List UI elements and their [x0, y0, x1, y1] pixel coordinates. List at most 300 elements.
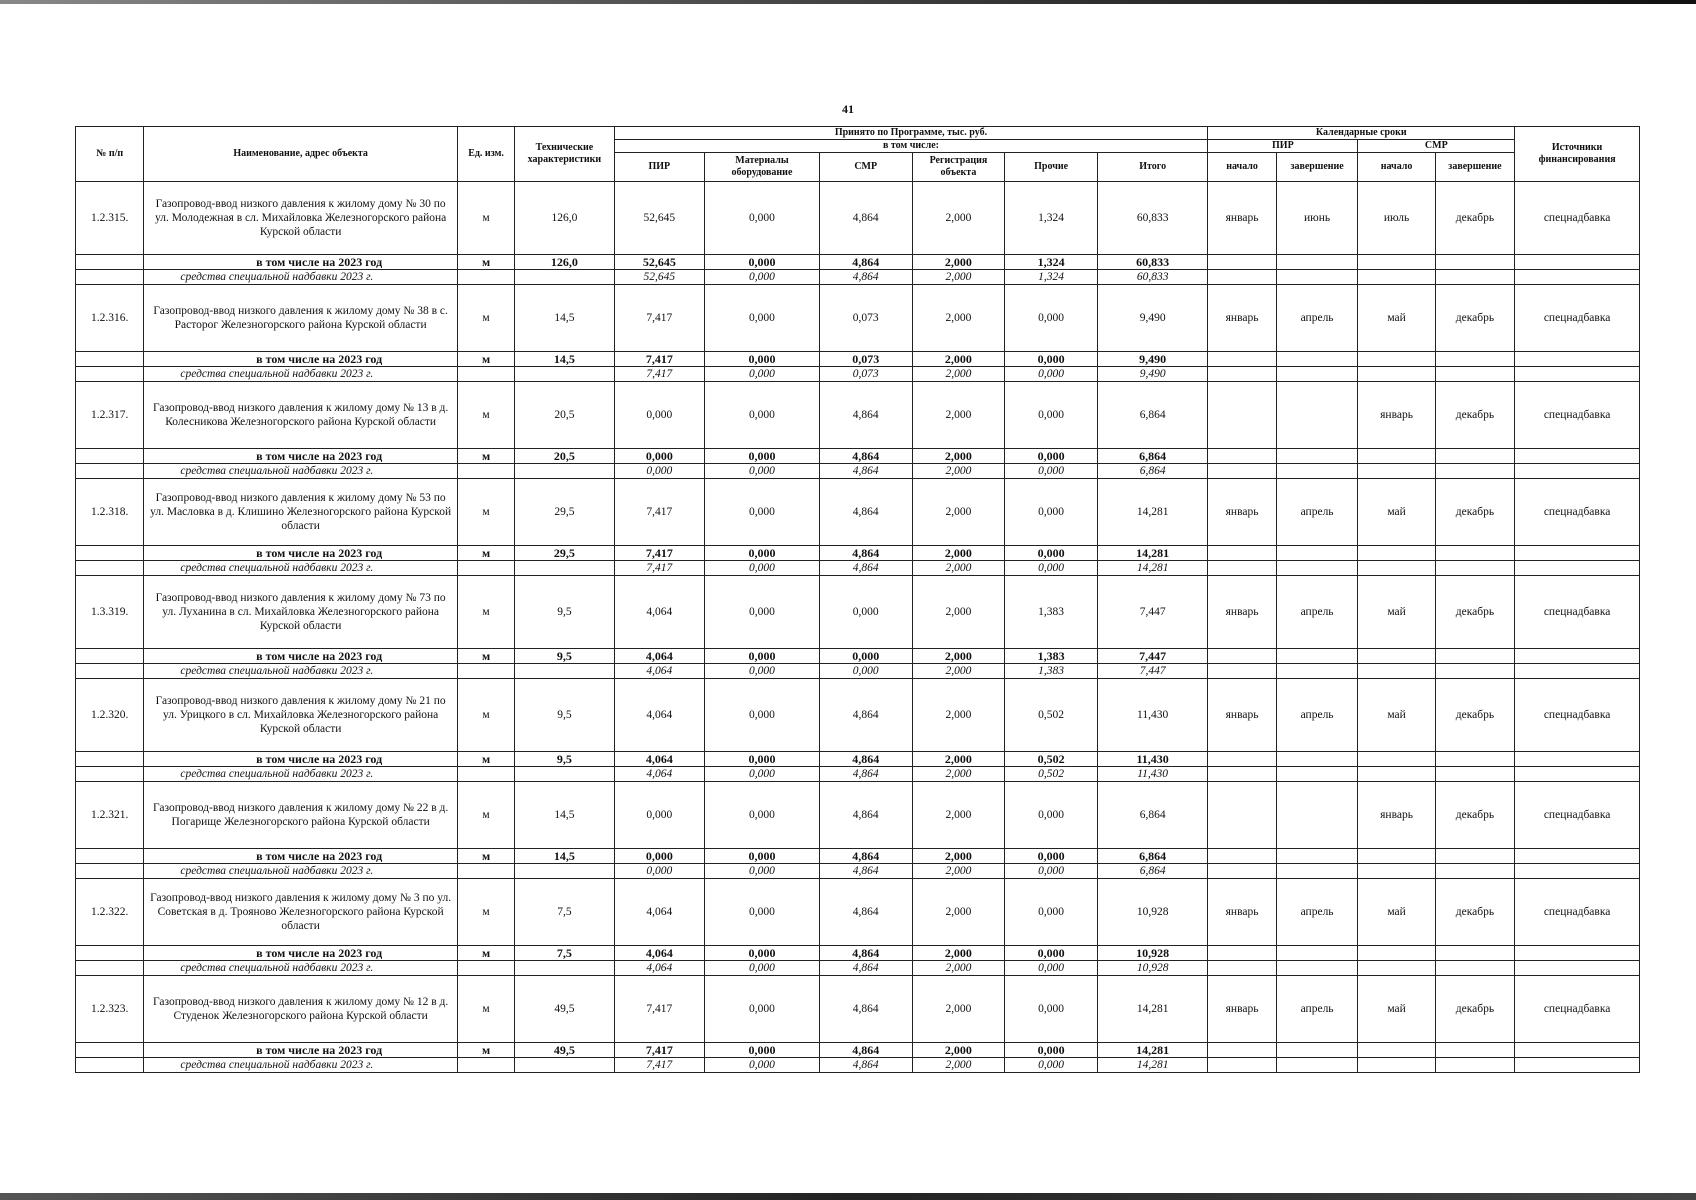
object-pir-end: апрель [1276, 576, 1358, 649]
object-materials: 0,000 [705, 479, 820, 546]
funding-label: средства специальной надбавки 2023 г. [144, 270, 457, 285]
subtotal-registration: 2,000 [912, 752, 1005, 767]
object-pir-end: апрель [1276, 479, 1358, 546]
header-group-cal-smr: СМР [1358, 140, 1515, 153]
subtotal-empty [1276, 352, 1358, 367]
object-pir: 4,064 [614, 879, 705, 946]
object-number: 1.3.319. [76, 576, 144, 649]
object-other: 0,000 [1005, 879, 1098, 946]
subtotal-total: 10,928 [1097, 946, 1207, 961]
funding-unit [457, 1058, 514, 1073]
subtotal-tech: 9,5 [515, 649, 614, 664]
object-smr-start: июль [1358, 182, 1435, 255]
object-smr-start: май [1358, 879, 1435, 946]
subtotal-empty [1276, 946, 1358, 961]
funding-materials: 0,000 [705, 270, 820, 285]
funding-num-cell [76, 270, 144, 285]
funding-empty [1435, 367, 1515, 382]
object-registration: 2,000 [912, 782, 1005, 849]
object-tech: 9,5 [515, 576, 614, 649]
funding-registration: 2,000 [912, 961, 1005, 976]
subtotal-num-cell [76, 1043, 144, 1058]
object-tech: 126,0 [515, 182, 614, 255]
header-unit: Ед. изм. [457, 127, 514, 182]
object-total: 7,447 [1097, 576, 1207, 649]
subtotal-empty [1276, 546, 1358, 561]
object-registration: 2,000 [912, 479, 1005, 546]
funding-label: средства специальной надбавки 2023 г. [144, 561, 457, 576]
funding-tech [515, 961, 614, 976]
subtotal-pir: 7,417 [614, 1043, 705, 1058]
funding-num-cell [76, 864, 144, 879]
subtotal-materials: 0,000 [705, 449, 820, 464]
object-pir-end [1276, 382, 1358, 449]
funding-total: 6,864 [1097, 864, 1207, 879]
object-name: Газопровод-ввод низкого давления к жилому дому № 53 по ул. Масловка в д. Клишино Железногорского района Курской области [144, 479, 457, 546]
subtotal-other: 0,000 [1005, 849, 1098, 864]
table-header [76, 127, 1640, 182]
object-pir-start [1208, 782, 1276, 849]
object-materials: 0,000 [705, 382, 820, 449]
subtotal-pir: 4,064 [614, 752, 705, 767]
subtotal-total: 60,833 [1097, 255, 1207, 270]
object-source: спецнадбавка [1515, 182, 1640, 255]
object-pir-start [1208, 382, 1276, 449]
funding-empty [1358, 464, 1435, 479]
object-pir-start: январь [1208, 679, 1276, 752]
subtotal-total: 11,430 [1097, 752, 1207, 767]
object-row [76, 782, 1640, 849]
object-smr: 4,864 [819, 479, 912, 546]
funding-empty [1276, 1058, 1358, 1073]
object-pir: 7,417 [614, 285, 705, 352]
header-sources: Источники финансирования [1515, 127, 1640, 182]
subtotal-empty [1515, 649, 1640, 664]
funding-other: 0,000 [1005, 561, 1098, 576]
subtotal-other: 0,000 [1005, 946, 1098, 961]
funding-pir: 7,417 [614, 1058, 705, 1073]
subtotal-empty [1515, 546, 1640, 561]
subtotal-empty [1208, 946, 1276, 961]
subtotal-unit: м [457, 449, 514, 464]
object-smr-end: декабрь [1435, 782, 1515, 849]
object-materials: 0,000 [705, 182, 820, 255]
object-other: 0,502 [1005, 679, 1098, 752]
header-other: Прочие [1005, 153, 1098, 182]
funding-tech [515, 767, 614, 782]
funding-smr: 0,000 [819, 664, 912, 679]
funding-empty [1358, 864, 1435, 879]
funding-registration: 2,000 [912, 864, 1005, 879]
object-unit: м [457, 285, 514, 352]
funding-unit [457, 961, 514, 976]
object-pir: 7,417 [614, 479, 705, 546]
subtotal-label: в том числе на 2023 год [144, 946, 457, 961]
subtotal-unit: м [457, 849, 514, 864]
object-total: 10,928 [1097, 879, 1207, 946]
subtotal-empty [1358, 352, 1435, 367]
funding-other: 0,000 [1005, 961, 1098, 976]
funding-empty [1358, 367, 1435, 382]
subtotal-empty [1435, 546, 1515, 561]
funding-registration: 2,000 [912, 270, 1005, 285]
funding-other: 0,000 [1005, 864, 1098, 879]
funding-empty [1435, 864, 1515, 879]
funding-empty [1435, 561, 1515, 576]
subtotal-row [76, 946, 1640, 961]
subtotal-pir: 0,000 [614, 849, 705, 864]
funding-empty [1208, 664, 1276, 679]
page-number: 41 [842, 102, 854, 116]
funding-empty [1435, 664, 1515, 679]
object-smr-end: декабрь [1435, 182, 1515, 255]
funding-row [76, 1058, 1640, 1073]
header-smr-start: начало [1358, 153, 1435, 182]
funding-num-cell [76, 1058, 144, 1073]
subtotal-num-cell [76, 649, 144, 664]
object-pir-start: январь [1208, 182, 1276, 255]
subtotal-unit: м [457, 352, 514, 367]
funding-total: 10,928 [1097, 961, 1207, 976]
funding-smr: 4,864 [819, 1058, 912, 1073]
object-registration: 2,000 [912, 285, 1005, 352]
object-source: спецнадбавка [1515, 479, 1640, 546]
funding-empty [1515, 561, 1640, 576]
funding-label: средства специальной надбавки 2023 г. [144, 864, 457, 879]
funding-registration: 2,000 [912, 367, 1005, 382]
funding-other: 0,000 [1005, 367, 1098, 382]
object-pir-start: январь [1208, 879, 1276, 946]
subtotal-empty [1358, 649, 1435, 664]
subtotal-row [76, 352, 1640, 367]
object-total: 60,833 [1097, 182, 1207, 255]
object-smr-start: январь [1358, 782, 1435, 849]
funding-empty [1276, 561, 1358, 576]
funding-empty [1358, 961, 1435, 976]
subtotal-tech: 14,5 [515, 352, 614, 367]
subtotal-empty [1276, 649, 1358, 664]
funding-materials: 0,000 [705, 864, 820, 879]
funding-pir: 52,645 [614, 270, 705, 285]
object-tech: 9,5 [515, 679, 614, 752]
funding-label: средства специальной надбавки 2023 г. [144, 367, 457, 382]
object-row [76, 382, 1640, 449]
scan-edge-bottom [0, 1193, 1696, 1200]
object-name: Газопровод-ввод низкого давления к жилому дому № 30 по ул. Молодежная в сл. Михайловка Железногорского района Курской области [144, 182, 457, 255]
object-smr: 4,864 [819, 782, 912, 849]
subtotal-total: 7,447 [1097, 649, 1207, 664]
funding-unit [457, 664, 514, 679]
funding-empty [1358, 767, 1435, 782]
subtotal-empty [1208, 849, 1276, 864]
subtotal-empty [1358, 849, 1435, 864]
funding-registration: 2,000 [912, 664, 1005, 679]
funding-tech [515, 464, 614, 479]
funding-empty [1515, 464, 1640, 479]
funding-empty [1435, 961, 1515, 976]
object-other: 0,000 [1005, 976, 1098, 1043]
funding-row [76, 864, 1640, 879]
object-other: 1,324 [1005, 182, 1098, 255]
funding-num-cell [76, 664, 144, 679]
subtotal-smr: 4,864 [819, 946, 912, 961]
object-materials: 0,000 [705, 285, 820, 352]
object-unit: м [457, 679, 514, 752]
header-tech: Технические характеристики [515, 127, 614, 182]
object-smr-start: май [1358, 479, 1435, 546]
object-pir: 7,417 [614, 976, 705, 1043]
object-total: 9,490 [1097, 285, 1207, 352]
object-source: спецнадбавка [1515, 879, 1640, 946]
funding-smr: 4,864 [819, 464, 912, 479]
subtotal-registration: 2,000 [912, 946, 1005, 961]
funding-unit [457, 767, 514, 782]
subtotal-registration: 2,000 [912, 1043, 1005, 1058]
subtotal-total: 9,490 [1097, 352, 1207, 367]
subtotal-unit: м [457, 946, 514, 961]
subtotal-other: 0,000 [1005, 1043, 1098, 1058]
funding-num-cell [76, 767, 144, 782]
object-pir: 4,064 [614, 679, 705, 752]
object-pir-start: январь [1208, 479, 1276, 546]
subtotal-unit: м [457, 1043, 514, 1058]
funding-empty [1208, 464, 1276, 479]
object-source: спецнадбавка [1515, 976, 1640, 1043]
object-row [76, 976, 1640, 1043]
subtotal-label: в том числе на 2023 год [144, 1043, 457, 1058]
funding-total: 9,490 [1097, 367, 1207, 382]
subtotal-empty [1358, 546, 1435, 561]
object-source: спецнадбавка [1515, 285, 1640, 352]
object-pir: 0,000 [614, 782, 705, 849]
funding-empty [1435, 1058, 1515, 1073]
funding-row [76, 367, 1640, 382]
object-other: 0,000 [1005, 285, 1098, 352]
subtotal-pir: 52,645 [614, 255, 705, 270]
header-registration: Регистрация объекта [912, 153, 1005, 182]
subtotal-empty [1358, 255, 1435, 270]
object-smr: 4,864 [819, 382, 912, 449]
object-smr-start: май [1358, 679, 1435, 752]
subtotal-pir: 7,417 [614, 352, 705, 367]
subtotal-materials: 0,000 [705, 649, 820, 664]
funding-tech [515, 664, 614, 679]
subtotal-empty [1515, 946, 1640, 961]
funding-unit [457, 864, 514, 879]
object-registration: 2,000 [912, 679, 1005, 752]
subtotal-num-cell [76, 352, 144, 367]
funding-pir: 4,064 [614, 767, 705, 782]
funding-tech [515, 864, 614, 879]
object-registration: 2,000 [912, 879, 1005, 946]
object-unit: м [457, 182, 514, 255]
object-unit: м [457, 479, 514, 546]
subtotal-other: 1,383 [1005, 649, 1098, 664]
funding-unit [457, 270, 514, 285]
funding-materials: 0,000 [705, 664, 820, 679]
subtotal-empty [1208, 546, 1276, 561]
funding-label: средства специальной надбавки 2023 г. [144, 767, 457, 782]
funding-label: средства специальной надбавки 2023 г. [144, 464, 457, 479]
header-group-calendar: Календарные сроки [1208, 127, 1515, 140]
subtotal-registration: 2,000 [912, 546, 1005, 561]
funding-num-cell [76, 961, 144, 976]
funding-smr: 4,864 [819, 767, 912, 782]
funding-empty [1276, 270, 1358, 285]
funding-unit [457, 464, 514, 479]
subtotal-materials: 0,000 [705, 752, 820, 767]
subtotal-empty [1358, 752, 1435, 767]
object-total: 14,281 [1097, 976, 1207, 1043]
funding-empty [1358, 1058, 1435, 1073]
funding-empty [1515, 1058, 1640, 1073]
subtotal-registration: 2,000 [912, 255, 1005, 270]
subtotal-total: 6,864 [1097, 449, 1207, 464]
subtotal-smr: 4,864 [819, 255, 912, 270]
object-pir-end [1276, 782, 1358, 849]
subtotal-smr: 4,864 [819, 849, 912, 864]
subtotal-row [76, 752, 1640, 767]
object-row [76, 182, 1640, 255]
object-pir-end: апрель [1276, 285, 1358, 352]
object-other: 0,000 [1005, 382, 1098, 449]
subtotal-empty [1435, 255, 1515, 270]
subtotal-materials: 0,000 [705, 352, 820, 367]
object-name: Газопровод-ввод низкого давления к жилому дому № 3 по ул. Советская в д. Трояново Железногорского района Курской области [144, 879, 457, 946]
funding-label: средства специальной надбавки 2023 г. [144, 664, 457, 679]
object-total: 6,864 [1097, 382, 1207, 449]
funding-row [76, 561, 1640, 576]
subtotal-smr: 4,864 [819, 449, 912, 464]
object-row [76, 479, 1640, 546]
subtotal-unit: м [457, 255, 514, 270]
object-smr-end: декабрь [1435, 576, 1515, 649]
subtotal-materials: 0,000 [705, 255, 820, 270]
subtotal-row [76, 1043, 1640, 1058]
object-smr: 4,864 [819, 679, 912, 752]
header-total: Итого [1097, 153, 1207, 182]
subtotal-row [76, 449, 1640, 464]
object-pir-end: июнь [1276, 182, 1358, 255]
funding-empty [1515, 864, 1640, 879]
object-smr: 4,864 [819, 879, 912, 946]
funding-registration: 2,000 [912, 1058, 1005, 1073]
subtotal-empty [1515, 752, 1640, 767]
object-source: спецнадбавка [1515, 576, 1640, 649]
subtotal-other: 1,324 [1005, 255, 1098, 270]
object-row [76, 576, 1640, 649]
object-number: 1.2.316. [76, 285, 144, 352]
funding-unit [457, 561, 514, 576]
object-smr-start: май [1358, 285, 1435, 352]
object-name: Газопровод-ввод низкого давления к жилому дому № 21 по ул. Урицкого в сл. Михайловка Железногорского района Курской области [144, 679, 457, 752]
subtotal-num-cell [76, 449, 144, 464]
funding-num-cell [76, 367, 144, 382]
subtotal-empty [1435, 1043, 1515, 1058]
funding-other: 1,324 [1005, 270, 1098, 285]
object-smr-start: май [1358, 576, 1435, 649]
funding-tech [515, 270, 614, 285]
object-number: 1.2.321. [76, 782, 144, 849]
funding-empty [1276, 767, 1358, 782]
object-smr-end: декабрь [1435, 679, 1515, 752]
subtotal-row [76, 255, 1640, 270]
funding-other: 0,000 [1005, 1058, 1098, 1073]
funding-tech [515, 561, 614, 576]
header-pir-start: начало [1208, 153, 1276, 182]
funding-empty [1515, 664, 1640, 679]
object-materials: 0,000 [705, 576, 820, 649]
subtotal-registration: 2,000 [912, 649, 1005, 664]
object-smr-start: май [1358, 976, 1435, 1043]
object-tech: 7,5 [515, 879, 614, 946]
funding-total: 6,864 [1097, 464, 1207, 479]
funding-pir: 7,417 [614, 561, 705, 576]
funding-empty [1276, 367, 1358, 382]
subtotal-total: 6,864 [1097, 849, 1207, 864]
object-number: 1.2.322. [76, 879, 144, 946]
funding-pir: 7,417 [614, 367, 705, 382]
object-unit: м [457, 576, 514, 649]
subtotal-empty [1515, 255, 1640, 270]
funding-smr: 4,864 [819, 961, 912, 976]
funding-label: средства специальной надбавки 2023 г. [144, 1058, 457, 1073]
scan-edge-top [0, 0, 1696, 4]
subtotal-materials: 0,000 [705, 849, 820, 864]
subtotal-label: в том числе на 2023 год [144, 752, 457, 767]
object-number: 1.2.317. [76, 382, 144, 449]
object-registration: 2,000 [912, 182, 1005, 255]
object-name: Газопровод-ввод низкого давления к жилому дому № 22 в д. Погарище Железногорского района Курской области [144, 782, 457, 849]
subtotal-tech: 126,0 [515, 255, 614, 270]
funding-row [76, 961, 1640, 976]
subtotal-num-cell [76, 946, 144, 961]
subtotal-empty [1276, 752, 1358, 767]
header-name: Наименование, адрес объекта [144, 127, 457, 182]
subtotal-empty [1435, 449, 1515, 464]
funding-pir: 4,064 [614, 664, 705, 679]
subtotal-num-cell [76, 546, 144, 561]
funding-empty [1208, 864, 1276, 879]
subtotal-tech: 20,5 [515, 449, 614, 464]
subtotal-registration: 2,000 [912, 352, 1005, 367]
object-number: 1.2.318. [76, 479, 144, 546]
funding-empty [1358, 561, 1435, 576]
object-pir: 4,064 [614, 576, 705, 649]
funding-empty [1208, 367, 1276, 382]
funding-row [76, 767, 1640, 782]
funding-materials: 0,000 [705, 464, 820, 479]
funding-total: 7,447 [1097, 664, 1207, 679]
object-materials: 0,000 [705, 782, 820, 849]
funding-empty [1276, 464, 1358, 479]
object-tech: 20,5 [515, 382, 614, 449]
funding-row [76, 464, 1640, 479]
subtotal-unit: м [457, 752, 514, 767]
object-name: Газопровод-ввод низкого давления к жилому дому № 73 по ул. Луханина в сл. Михайловка Железногорского района Курской области [144, 576, 457, 649]
object-pir-start: январь [1208, 285, 1276, 352]
object-source: спецнадбавка [1515, 782, 1640, 849]
subtotal-empty [1515, 352, 1640, 367]
object-materials: 0,000 [705, 679, 820, 752]
object-name: Газопровод-ввод низкого давления к жилому дому № 13 в д. Колесникова Железногорского района Курской области [144, 382, 457, 449]
object-row [76, 679, 1640, 752]
subtotal-tech: 9,5 [515, 752, 614, 767]
subtotal-label: в том числе на 2023 год [144, 255, 457, 270]
subtotal-num-cell [76, 255, 144, 270]
funding-registration: 2,000 [912, 767, 1005, 782]
funding-other: 0,502 [1005, 767, 1098, 782]
